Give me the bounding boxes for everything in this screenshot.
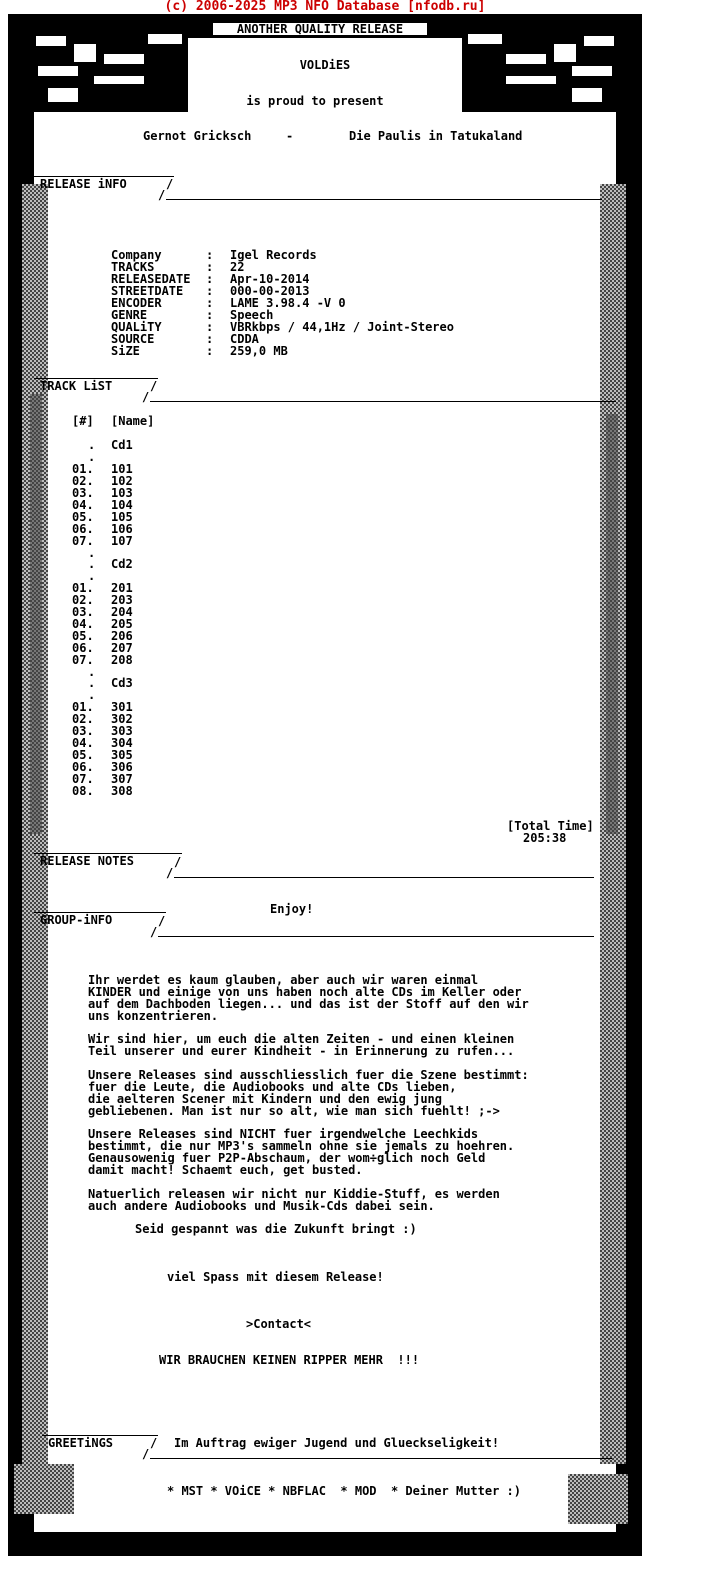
group-info-line: Wir sind hier, um euch die alten Zeiten - und einen kleinen bbox=[88, 1032, 515, 1046]
group-info-line: Natuerlich releasen wir nicht nur Kiddie-Stuff, es werden bbox=[88, 1187, 500, 1201]
disc-name: Cd3 bbox=[111, 676, 133, 690]
track-name: 105 bbox=[111, 510, 133, 524]
track-name: 201 bbox=[111, 581, 133, 595]
total-time-label: [Total Time] bbox=[507, 819, 594, 833]
disc-dot: . bbox=[88, 665, 96, 679]
track-number: 06. bbox=[72, 760, 94, 774]
track-name: 306 bbox=[111, 760, 133, 774]
ripper-line: WIR BRAUCHEN KEINEN RIPPER MEHR !!! bbox=[159, 1353, 420, 1367]
track-name: 301 bbox=[111, 700, 133, 714]
track-number: 05. bbox=[72, 510, 94, 524]
track-number: 07. bbox=[72, 653, 94, 667]
track-name: 303 bbox=[111, 724, 133, 738]
info-value: 000-00-2013 bbox=[230, 284, 310, 298]
info-value: VBRkbps / 44,1Hz / Joint-Stereo bbox=[230, 320, 454, 334]
section-track-list: TRACK LiST bbox=[40, 379, 113, 393]
track-number: 02. bbox=[72, 593, 94, 607]
info-label: QUALiTY bbox=[111, 320, 162, 334]
group-info-line: bestimmt, die nur MP3's sammeln ohne sie jemals zu hoehren. bbox=[88, 1139, 515, 1153]
track-name: 208 bbox=[111, 653, 133, 667]
section-release-notes: RELEASE NOTES bbox=[40, 854, 134, 868]
track-number: 06. bbox=[72, 641, 94, 655]
info-label: STREETDATE bbox=[111, 284, 184, 298]
contact-line: >Contact< bbox=[246, 1317, 312, 1331]
track-number: 05. bbox=[72, 748, 94, 762]
track-number: 04. bbox=[72, 736, 94, 750]
fun-line: viel Spass mit diesem Release! bbox=[167, 1270, 384, 1284]
track-col-name: [Name] bbox=[111, 414, 155, 428]
artist: Gernot Gricksch bbox=[143, 129, 252, 143]
info-label: ENCODER bbox=[111, 296, 162, 310]
track-number: 01. bbox=[72, 700, 94, 714]
greetings-groups: * MST * VOiCE * NBFLAC * MOD * Deiner Mutter :) bbox=[167, 1484, 522, 1498]
disc-dot: . bbox=[88, 546, 96, 560]
disc-name: Cd2 bbox=[111, 557, 133, 571]
future-line: Seid gespannt was die Zukunft bringt :) bbox=[135, 1222, 417, 1236]
track-number: 08. bbox=[72, 784, 94, 798]
disc-dot: . bbox=[88, 450, 96, 464]
track-name: 305 bbox=[111, 748, 133, 762]
track-number: 01. bbox=[72, 581, 94, 595]
track-number: 05. bbox=[72, 629, 94, 643]
info-separator: : bbox=[206, 260, 214, 274]
track-name: 307 bbox=[111, 772, 133, 786]
total-time-value: 205:38 bbox=[523, 831, 567, 845]
track-name: 207 bbox=[111, 641, 133, 655]
track-name: 302 bbox=[111, 712, 133, 726]
info-label: Company bbox=[111, 248, 162, 262]
credit-line: (c) 2006-2025 MP3 NFO Database [nfodb.ru] bbox=[164, 0, 486, 14]
group-info-line: damit macht! Schaemt euch, get busted. bbox=[88, 1163, 363, 1177]
track-col-num: [#] bbox=[72, 414, 94, 428]
disc-name: Cd1 bbox=[111, 438, 133, 452]
info-value: Igel Records bbox=[230, 248, 317, 262]
info-separator: : bbox=[206, 296, 214, 310]
info-label: SOURCE bbox=[111, 332, 155, 346]
group-name: VOLDiES bbox=[299, 58, 351, 72]
track-name: 104 bbox=[111, 498, 133, 512]
info-separator: : bbox=[206, 320, 214, 334]
track-number: 02. bbox=[72, 474, 94, 488]
track-number: 07. bbox=[72, 772, 94, 786]
group-info-line: auf dem Dachboden liegen... und das ist der Stoff auf den wir bbox=[88, 997, 529, 1011]
group-info-line: auch andere Audiobooks und Musik-Cds dabei sein. bbox=[88, 1199, 435, 1213]
info-label: RELEASEDATE bbox=[111, 272, 191, 286]
info-separator: : bbox=[206, 272, 214, 286]
release-notes-text: Enjoy! bbox=[270, 902, 314, 916]
nfo-frame bbox=[8, 14, 642, 1556]
info-value: CDDA bbox=[230, 332, 259, 346]
info-separator: : bbox=[206, 308, 214, 322]
info-value: Apr-10-2014 bbox=[230, 272, 310, 286]
group-info-line: uns konzentrieren. bbox=[88, 1009, 219, 1023]
group-info-line: Teil unserer und eurer Kindheit - in Erinnerung zu rufen... bbox=[88, 1044, 515, 1058]
track-name: 304 bbox=[111, 736, 133, 750]
info-separator: : bbox=[206, 332, 214, 346]
group-info-line: Ihr werdet es kaum glauben, aber auch wir waren einmal bbox=[88, 973, 479, 987]
track-name: 101 bbox=[111, 462, 133, 476]
track-number: 07. bbox=[72, 534, 94, 548]
track-number: 04. bbox=[72, 498, 94, 512]
group-info-line: Unsere Releases sind ausschliesslich fuer die Szene bestimmt: bbox=[88, 1068, 529, 1082]
track-number: 03. bbox=[72, 605, 94, 619]
group-info-line: Genausowenig fuer P2P-Abschaum, der wom÷glich noch Geld bbox=[88, 1151, 486, 1165]
group-info-line: KINDER und einige von uns haben noch alte CDs im Keller oder bbox=[88, 985, 522, 999]
track-name: 103 bbox=[111, 486, 133, 500]
track-number: 01. bbox=[72, 462, 94, 476]
info-label: TRACKS bbox=[111, 260, 155, 274]
track-number: 03. bbox=[72, 486, 94, 500]
track-number: 02. bbox=[72, 712, 94, 726]
info-value: 259,0 MB bbox=[230, 344, 288, 358]
info-label: SiZE bbox=[111, 344, 140, 358]
disc-dot: . bbox=[88, 676, 96, 690]
group-info-line: die aelteren Scener mit Kindern und den ewig jung bbox=[88, 1092, 443, 1106]
disc-dot: . bbox=[88, 688, 96, 702]
track-name: 308 bbox=[111, 784, 133, 798]
info-separator: : bbox=[206, 284, 214, 298]
title-dash: - bbox=[286, 129, 294, 143]
track-number: 04. bbox=[72, 617, 94, 631]
info-value: LAME 3.98.4 -V 0 bbox=[230, 296, 346, 310]
album-title: Die Paulis in Tatukaland bbox=[349, 129, 523, 143]
track-name: 106 bbox=[111, 522, 133, 536]
track-name: 204 bbox=[111, 605, 133, 619]
info-value: Speech bbox=[230, 308, 274, 322]
track-name: 203 bbox=[111, 593, 133, 607]
track-number: 03. bbox=[72, 724, 94, 738]
group-info-line: Unsere Releases sind NICHT fuer irgendwelche Leechkids bbox=[88, 1127, 479, 1141]
disc-dot: . bbox=[88, 557, 96, 571]
header-band-text: ANOTHER QUALITY RELEASE bbox=[236, 22, 404, 36]
disc-dot: . bbox=[88, 569, 96, 583]
track-name: 102 bbox=[111, 474, 133, 488]
section-release-info: RELEASE iNFO bbox=[40, 177, 127, 191]
info-separator: : bbox=[206, 248, 214, 262]
group-info-line: fuer die Leute, die Audiobooks und alte CDs lieben, bbox=[88, 1080, 457, 1094]
greetings-motto: Im Auftrag ewiger Jugend und Glueckseligkeit! bbox=[174, 1436, 500, 1450]
track-number: 06. bbox=[72, 522, 94, 536]
track-name: 107 bbox=[111, 534, 133, 548]
group-info-line: gebliebenen. Man ist nur so alt, wie man sich fuehlt! ;-> bbox=[88, 1104, 500, 1118]
track-name: 205 bbox=[111, 617, 133, 631]
track-name: 206 bbox=[111, 629, 133, 643]
section-group-info: GROUP-iNFO bbox=[40, 913, 113, 927]
info-value: 22 bbox=[230, 260, 245, 274]
present-line: is proud to present bbox=[246, 94, 384, 108]
section-greetings: GREETiNGS bbox=[48, 1436, 114, 1450]
info-separator: : bbox=[206, 344, 214, 358]
disc-dot: . bbox=[88, 438, 96, 452]
info-label: GENRE bbox=[111, 308, 148, 322]
